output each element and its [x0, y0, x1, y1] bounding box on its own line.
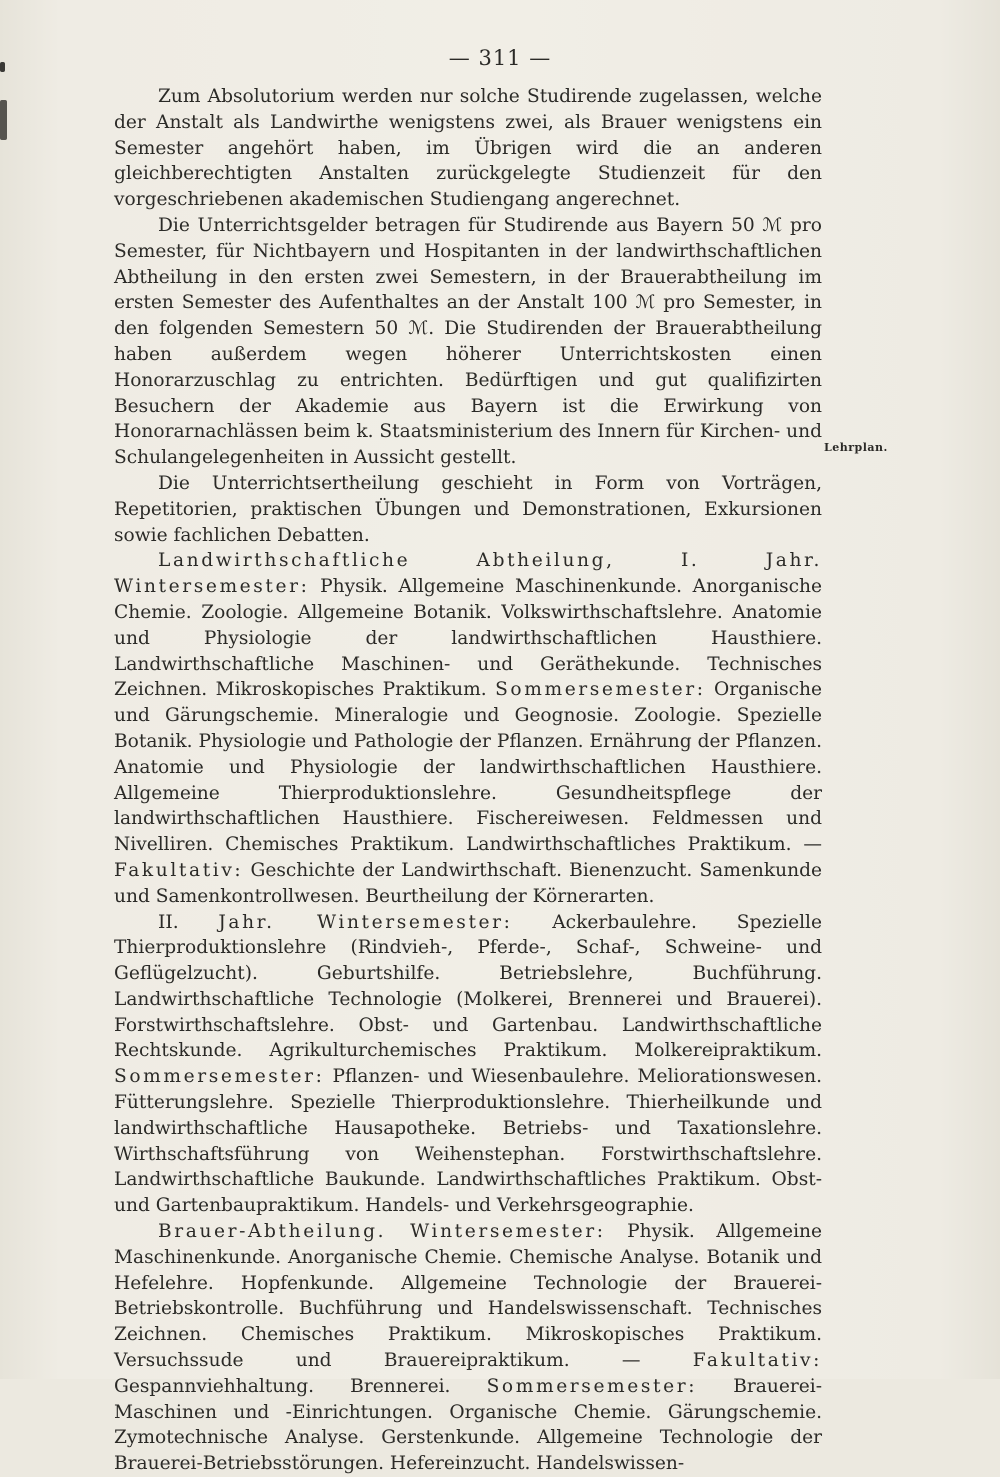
- text-run: II.: [158, 911, 219, 933]
- spaced-heading-run: Sommersemester:: [486, 1375, 698, 1397]
- margin-note: Lehrplan.: [824, 441, 888, 454]
- spaced-heading-run: Landwirthschaftliche Abtheilung, I. Jahr. Wintersemester:: [114, 550, 822, 598]
- binding-mark: [0, 100, 7, 140]
- text-run: Zum Absolutorium werden nur solche Studirende zugelassen, welche der Anstalt als Landwirthe wenigstens zwei, als Brauer wenigstens ein Semester angehört haben, im Übrigen wird die an anderen gleichberechtigten Anstalten zurückgelegte Studienzeit für den vorgeschriebenen akademischen Studiengang angerechnet.: [114, 86, 822, 211]
- text-run: Geschichte der Landwirthschaft. Bienenzucht. Samenkunde und Samenkontrollwesen. Beurtheilung der Körnerarten.: [114, 859, 822, 907]
- spaced-heading-run: Brauer-Abtheilung. Wintersemester:: [158, 1221, 606, 1243]
- text-run: Pflanzen- und Wiesenbaulehre. Meliorationswesen. Fütterungslehre. Spezielle Thierproduktionslehre. Thierheilkunde und landwirthschaftliche Hausapotheke. Betriebs- und Taxationslehre. Wirthschaftsführung von Weihenstephan. Forstwirthschaftslehre. Landwirthschaftliche Baukunde. Landwirthschaftliches Praktikum. Obst- und Gartenbaupraktikum. Handels- und Verkehrsgeographie.: [114, 1066, 822, 1217]
- text-run: Die Unterrichtsertheilung geschieht in Form von Vorträgen, Repetitorien, praktischen Übungen und Demonstrationen, Exkursionen sowie fachlichen Debatten.: [114, 472, 822, 546]
- page-number: — 311 —: [448, 46, 552, 70]
- text-run: Gespannviehhaltung. Brennerei.: [114, 1375, 487, 1397]
- spaced-heading-run: Fakultativ:: [692, 1350, 822, 1372]
- text-run: Brauerei-Maschinen und -Einrichtungen. Organische Chemie. Gärungschemie. Zymotechnische Analyse. Gerstenkunde. Allgemeine Technologie der Brauerei-Betriebsstörungen. Hefereinzucht. Handelswissen-: [114, 1375, 822, 1475]
- text-run: Physik. Allgemeine Maschinenkunde. Anorganische Chemie. Chemische Analyse. Botanik und Hefelehre. Hopfenkunde. Allgemeine Technologie der Brauerei-Betriebskontrolle. Buchführung und Handelswissenschaft. Technisches Zeichnen. Chemisches Praktikum. Mikroskopisches Praktikum. Versuchssude und Brauereipraktikum. —: [114, 1221, 822, 1372]
- text-run: Ackerbaulehre. Spezielle Thierproduktionslehre (Rindvieh-, Pferde-, Schaf-, Schweine- und Geflügelzucht). Geburtshilfe. Betriebslehre, Buchführung. Landwirthschaftliche Technologie (Molkerei, Brennerei und Brauerei). Forstwirthschaftslehre. Obst- und Gartenbau. Landwirthschaftliche Rechtskunde. Agrikulturchemisches Praktikum. Molkereipraktikum.: [114, 911, 822, 1062]
- paragraph: [114, 910, 822, 1220]
- paragraph: [114, 471, 822, 548]
- text-run: Physik. Allgemeine Maschinenkunde. Anorganische Chemie. Zoologie. Allgemeine Botanik. Volkswirthschaftslehre. Anatomie und Physiologie der landwirthschaftlichen Hausthiere. Landwirthschaftliche Maschinen- und Geräthekunde. Technisches Zeichnen. Mikroskopisches Praktikum.: [114, 576, 822, 701]
- text-run: Die Unterrichtsgelder betragen für Studirende aus Bayern 50 ℳ pro Semester, für Nichtbayern und Hospitanten in der landwirthschaftlichen Abtheilung in den ersten zwei Semestern, in der Brauerabtheilung im ersten Semester des Aufenthaltes an der Anstalt 100 ℳ pro Semester, in den folgenden Semestern 50 ℳ. Die Studirenden der Brauerabtheilung haben außerdem wegen höherer Unterrichtskosten einen Honorarzuschlag zu entrichten. Bedürftigen und gut qualifizirten Besuchern der Akademie aus Bayern ist die Erwirkung von Honorarnachlässen beim k. Staatsministerium des Innern für Kirchen- und Schulangelegenheiten in Aussicht gestellt.: [114, 214, 822, 469]
- text-run: Organische und Gärungschemie. Mineralogie und Geognosie. Zoologie. Spezielle Botanik. Physiologie und Pathologie der Pflanzen. Ernährung der Pflanzen. Anatomie und Physiologie der landwirthschaftlichen Hausthiere. Allgemeine Thierproduktionslehre. Gesundheitspflege der landwirthschaftlichen Hausthiere. Fischereiwesen. Feldmessen und Nivelliren. Chemisches Praktikum. Landwirthschaftliches Praktikum. —: [114, 679, 822, 856]
- spaced-heading-run: Fakultativ:: [114, 859, 244, 881]
- spaced-heading-run: Sommersemester:: [114, 1066, 325, 1088]
- spaced-heading-run: Sommersemester:: [495, 679, 706, 701]
- paragraph: [114, 1219, 822, 1477]
- paragraph: [114, 213, 822, 471]
- paragraph: [114, 84, 822, 213]
- spaced-heading-run: Jahr. Wintersemester:: [218, 911, 513, 933]
- body-text: [114, 84, 822, 1477]
- paragraph: [114, 548, 822, 909]
